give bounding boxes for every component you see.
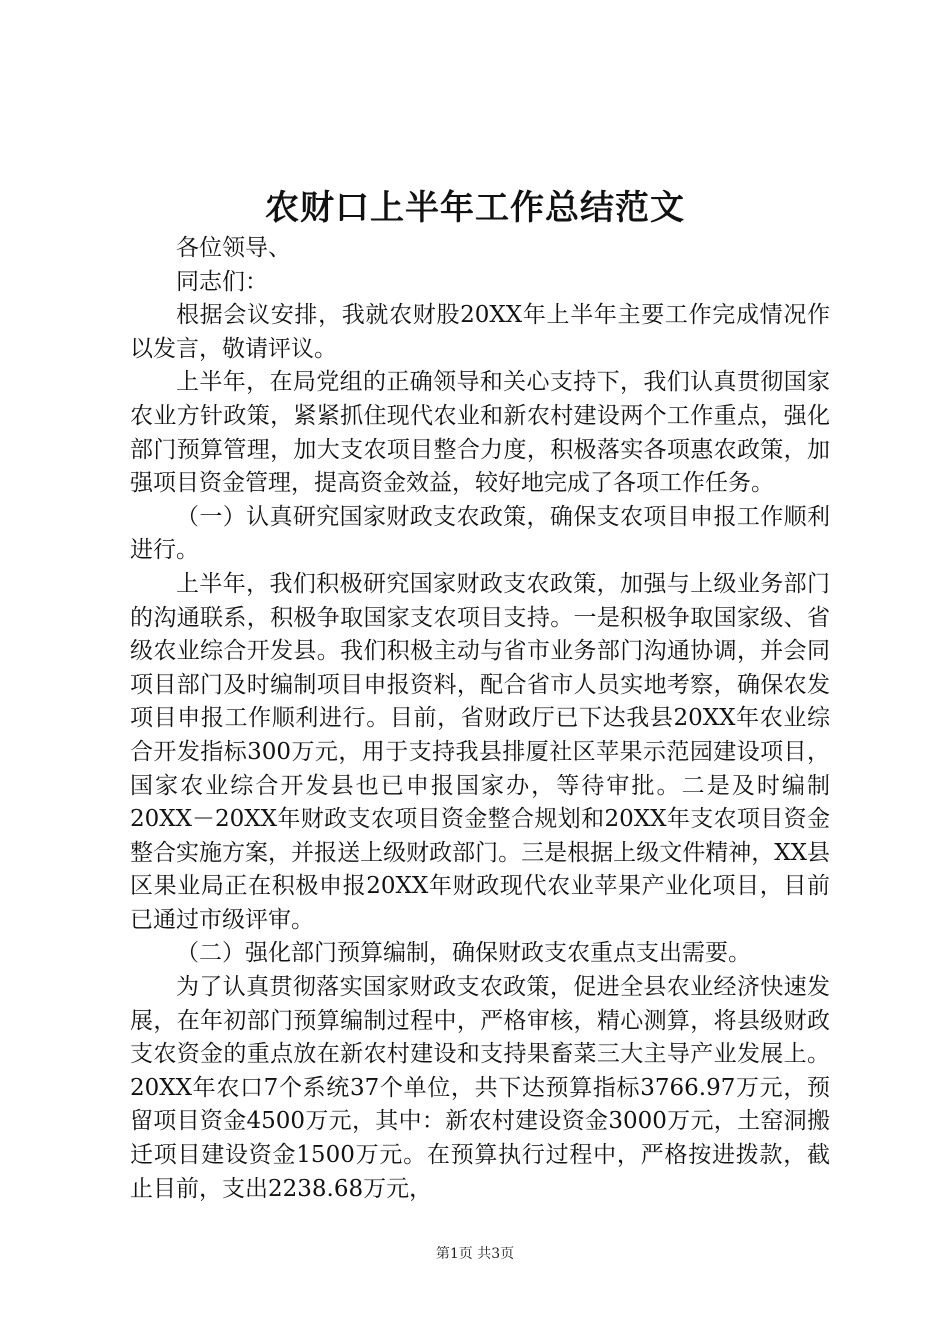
salutation-line-2: 同志们： xyxy=(176,268,268,295)
body-paragraph: 上半年，我们积极研究国家财政支农政策，加强与上级业务部门的沟通联系，积极争取国家支农项目支持。一是积极争取国家级、省级农业综合开发县。我们积极主动与省市业务部门沟通协调，并会同项目部门及时编制项目申报资料，配合省市人员实地考察，确保农发项目申报工作顺利进行。目前，省财政厅已下达我县20XX年农业综合开发指标300万元，用于支持我县排厦社区苹果示范园建设项目，国家农业综合开发县也已申报国家办，等待审批。二是及时编制20XX－20XX年财政支农项目资金整合规划和20XX年支农项目资金整合实施方案，并报送上级财政部门。三是根据上级文件精神，XX县区果业局正在积极申报20XX年财政现代农业苹果产业化项目，目前已通过市级评审。 xyxy=(130,570,830,933)
document-title: 农财口上半年工作总结范文 xyxy=(265,188,685,228)
document-body xyxy=(130,232,830,1206)
body-paragraph: 根据会议安排，我就农财股20XX年上半年主要工作完成情况作以发言，敬请评议。 xyxy=(130,302,830,362)
salutation-line-1: 各位领导、 xyxy=(176,235,291,261)
body-paragraph: 为了认真贯彻落实国家财政支农政策，促进全县农业经济快速发展，在年初部门预算编制过程中，严格审核，精心测算，将县级财政支农资金的重点放在新农村建设和支持果畜菜三大主导产业发展上。20XX年农口7个系统37个单位，共下达预算指标3766.97万元，预留项目资金4500万元，其中：新农村建设资金3000万元，土窑洞搬迁项目建设资金1500万元。在预算执行过程中，严格按进拨款，截止目前，支出2238.68万元， xyxy=(130,974,830,1202)
body-paragraph: 上半年，在局党组的正确领导和关心支持下，我们认真贯彻国家农业方针政策，紧紧抓住现代农业和新农村建设两个工作重点，强化部门预算管理，加大支农项目整合力度，积极落实各项惠农政策，加强项目资金管理，提高资金效益，较好地完成了各项工作任务。 xyxy=(130,369,830,497)
section-heading-2: （二）强化部门预算编制，确保财政支农重点支出需要。 xyxy=(176,940,751,967)
page-number-footer: 第1页 共3页 xyxy=(435,1246,515,1262)
section-heading-1: （一）认真研究国家财政支农政策，确保支农项目申报工作顺利进行。 xyxy=(130,503,830,564)
